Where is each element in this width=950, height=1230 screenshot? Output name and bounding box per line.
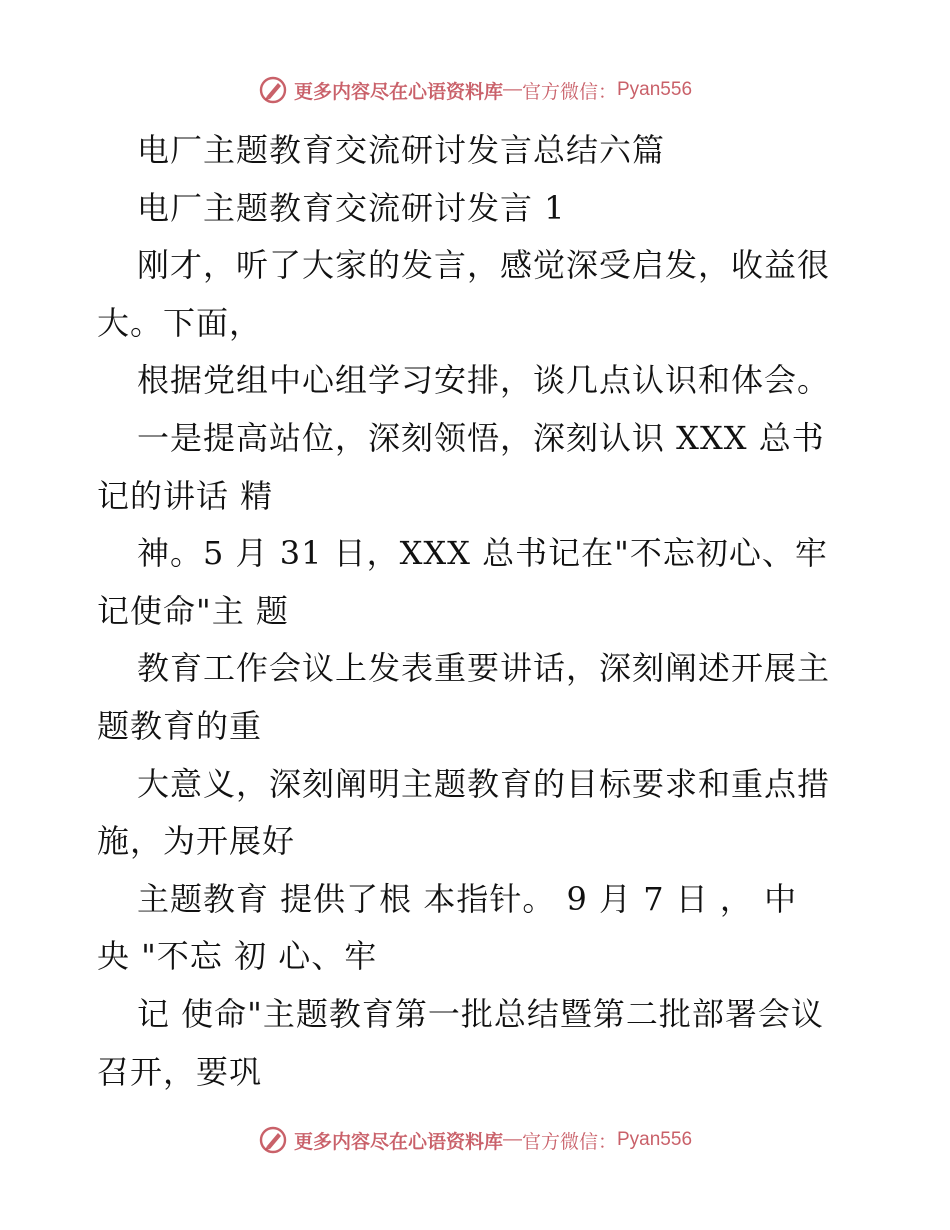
text-line: 题教育的重 <box>97 706 263 745</box>
watermark-sub-text: 官方微信： <box>521 1131 617 1153</box>
header-watermark <box>0 70 950 110</box>
watermark-wechat-id: Pyan556 <box>617 1129 693 1150</box>
document-body <box>97 122 857 1101</box>
text-line: 电厂主题教育交流研讨发言 1 <box>137 188 566 227</box>
text-line: 刚才，听了大家的发言，感觉深受启发，收益很 <box>137 246 831 285</box>
text-line: 记 使命"主题教育第一批总结暨第二批部署会议 <box>137 994 824 1033</box>
watermark-main-text: 更多内容尽在心语资料库 <box>293 1130 503 1153</box>
text-line: 记的讲话 精 <box>97 476 274 515</box>
pen-logo-icon <box>258 1125 288 1155</box>
text-line: 一是提高站位，深刻领悟，深刻认识 XXX 总书 <box>137 418 825 457</box>
text-line: 根据党组中心组学习安排，谈几点认识和体会。 <box>137 361 831 400</box>
text-line: 大意义，深刻阐明主题教育的目标要求和重点措 <box>137 764 831 803</box>
text-line: 记使命"主 题 <box>97 591 289 630</box>
pen-logo-icon <box>258 75 288 105</box>
text-line: 教育工作会议上发表重要讲话，深刻阐述开展主 <box>137 649 831 688</box>
text-line: 施，为开展好 <box>97 822 296 861</box>
text-line: 神。5 月 31 日，XXX 总书记在"不忘初心、牢 <box>137 534 828 573</box>
text-line: 召开，要巩 <box>97 1052 263 1091</box>
footer-watermark <box>0 1120 950 1160</box>
text-line: 央 "不忘 初 心、牢 <box>97 937 378 976</box>
watermark-wechat-id: Pyan556 <box>617 79 693 100</box>
text-line: 主题教育 提供了根 本指针。 9 月 7 日 ， 中 <box>137 879 798 918</box>
watermark-main-text: 更多内容尽在心语资料库 <box>293 80 503 103</box>
watermark-separator: — <box>502 79 522 100</box>
watermark-separator: — <box>502 1129 522 1150</box>
text-line: 电厂主题教育交流研讨发言总结六篇 <box>137 131 666 169</box>
watermark-sub-text: 官方微信： <box>521 81 617 103</box>
text-line: 大。下面， <box>97 303 263 342</box>
